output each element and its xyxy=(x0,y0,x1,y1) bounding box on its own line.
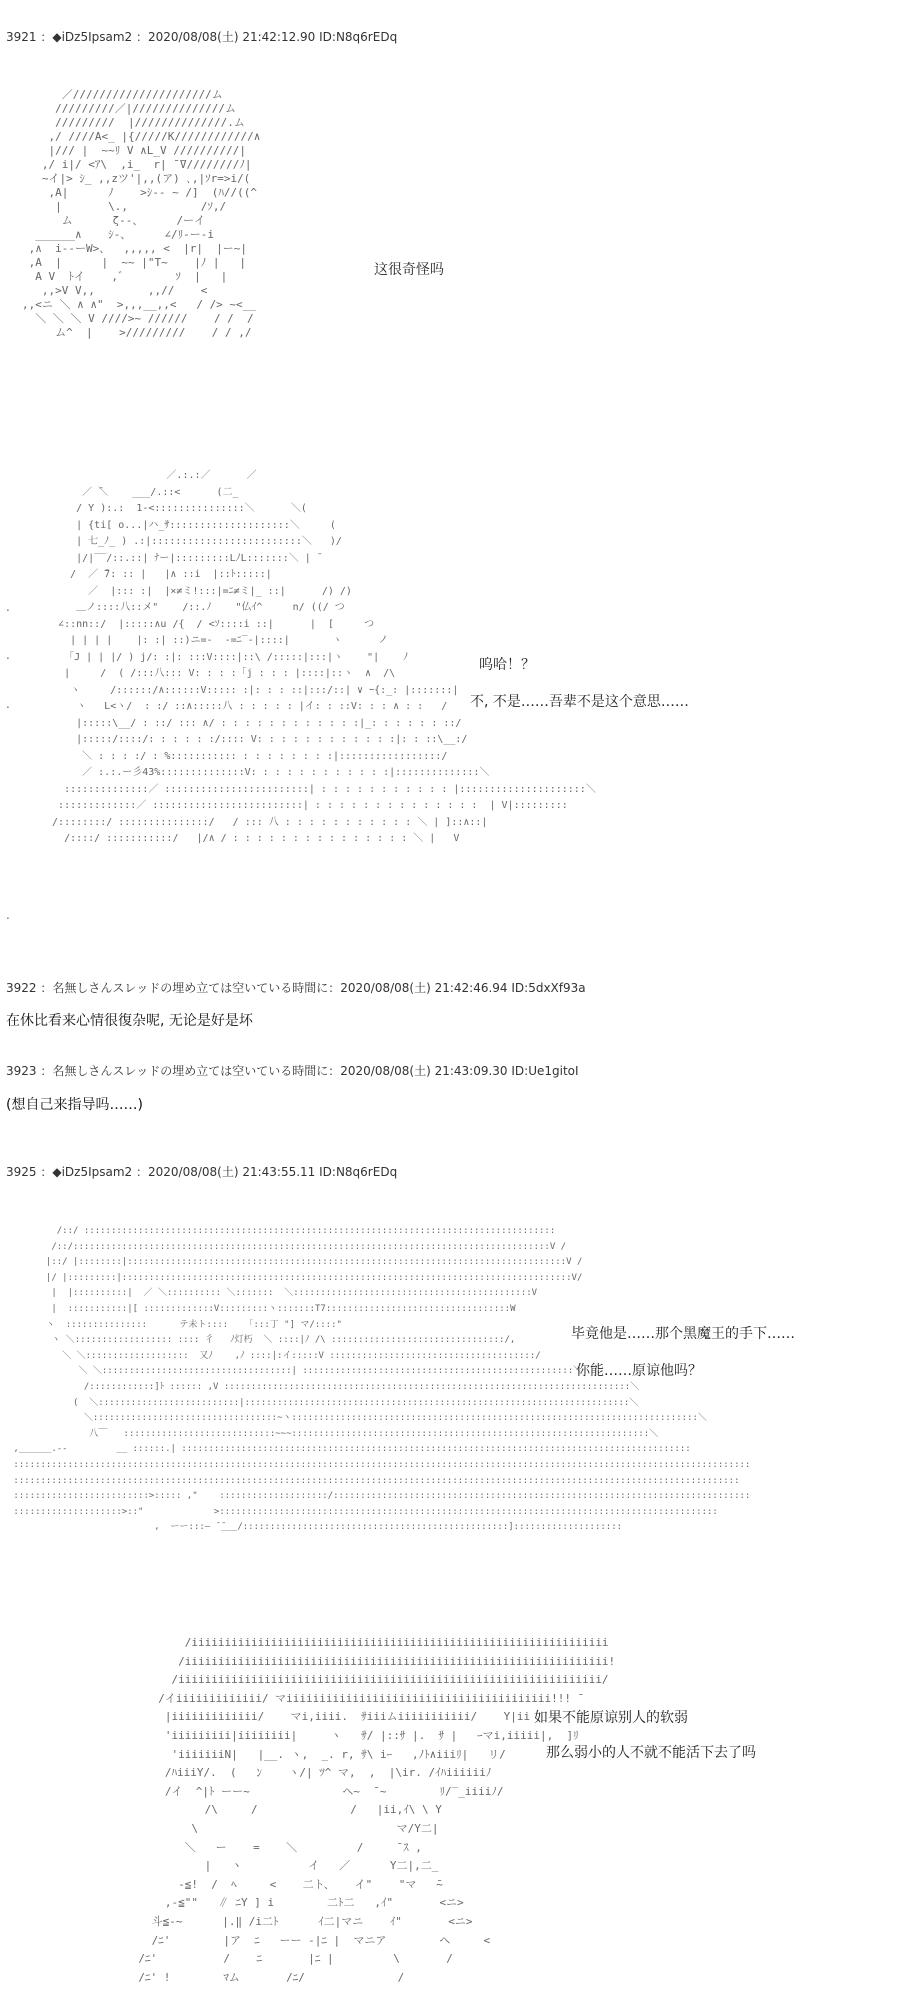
post-header: 3921 ：◆iDz5Ipsam2 ：2020/08/08(土) 21:42:12.90 ID:N8q6rEDq xyxy=(6,30,398,44)
dialogue-text: 毕竟他是……那个黑魔王的手下…… xyxy=(571,1326,795,1342)
dialogue-text: 呜哈！？ xyxy=(479,657,535,673)
post-body: 在休比看来心情很復杂呢, 无论是好是坏 xyxy=(6,1013,253,1029)
post-body: (想自己来指导吗……) xyxy=(6,1097,143,1113)
dot: . xyxy=(6,648,10,662)
ascii-art: ／/////////////////////ム /////////／|//////////////ム ///////// |//////////////.ム ,/ ////A<_ |{/////K////////////∧ |/// | ~~ﾘ V ∧L_V //////////| ,/ i|/ <ｱ\ ,i_ r| ̄ ̄V////////ﾉ| ~イ|> ｼ_ ,,zツ'|,,(ア) ､,|ｿr=>i/( ,A| ﾉ >ｼ-- ~ /] (ﾊ//((^ | \., /ｿ,/ ム ζ--、 /ーイ ______∧ ｼ-、 ∠/ﾘ-ー-i ,∧ i--ーW>、 ,,,,, < |r| |ー~| ,A | | ~~ |"T~ |ﾉ | | A V ﾄイ ,゛ ｿ | | ,,>V V,, ,,// < ,,<ニ ＼ ∧ ∧" >,,,__,,< / /> ~<__ ＼ ＼ ＼ V ////>~ ////// / / / ム^ | >///////// / / ,/ xyxy=(22,88,261,339)
ascii-art: /::/ ::::::::::::::::::::::::::::::::::::::::::::::::::::::::::::::::::::::::::::::::::::::: /::/::::::::::::::::::::::::::::::::::::::::::::::::::::::::::::::::::::::::::::::::::::::::V / |::/ |::::::::|:::::::::::::::::::::::::::::::::::::::::::::::::::::::::::::::::::::::::::::::::V / |/ |:::::::::|:::::::::::::::::::::::::::::::::::::::::::::::::::::::::::::::::::::::::::::::::::V/ | |::::::::::| ／ ＼:::::::::: ＼::::::: ＼::::::::::::::::::::::::::::::::::::::::::::V | :::::::::::|[ :::::::::::::V:::::::::ヽ:::::::T7::::::::::::::::::::::::::::::::::W ヽ ::::::::::::::: テ未ト:::: 「:::丁 "] マ/::::" ヽ ＼:::::::::::::::::: :::: 彳 ﾉ灯朽 ＼ ::::|ﾉ /\ ::::::::::::::::::::::::::::::::/, ＼ ＼::::::::::::::::::: 又ﾉ ,ﾉ ::::|:イ:::::V ::::::::::::::::::::::::::::::::::::::/ ＼ ＼:::::::::::::::::::::::::::::::::::| ::::::::::::::::::::::::::::::::::::::::::::::::::＼ /::::::::::::]ﾄ :::::: ,V :::::::::::::::::::::::::::::::::::::::::::::::::::::::::::::::::::::::::::＼ ( ＼::::::::::::::::::::::::::|:::::::::::::::::::::::::::::::::::::::::::::::::::::::::::::::::::::::＼ ＼::::::::::::::::::::::::::::::::::~ヽ:::::::::::::::::::::::::::::::::::::::::::::::::::::::::::::::::::::::::::＼ 八￣ ::::::::::::::::::::::::::::~~~::::::::::::::::::::::::::::::::::::::::::::::::::::::::::::::::::＼ ,______.-- __ ::::::.| :::::::::::::::::::::::::::::::::::::::::::::::::::::::::::::::::::::::::::::::::::::::::::::: :::::::::::::::::::::::::::::::::::::::::::::::::::::::::::::::::::::::::::::::::::::::::::::::::::::::::::::::::::::::::::::::::::::::: :::::::::::::::::::::::::::::::::::::::::::::::::::::::::::::::::::::::::::::::::::::::::::::::::::::::::::::::::::::::::::::::::::::: :::::::::::::::::::::::::>::::: ," ::::::::::::::::::::/::::::::::::::::::::::::::::::::::::::::::::::::::::::::::::::::::::::::::::: ::::::::::::::::::::>::" >:::::::::::::::::::::::::::::::::::::::::::::::::::::::::::::::::::::::::::::::::::::::::::: , ーー:::― ̄ ̄___/:::::::::::::::::::::::::::::::::::::::::::::::::]:::::::::::::::::::: xyxy=(13,1226,751,1533)
dot: . xyxy=(6,697,10,711)
post-header: 3922 ：名無しさんスレッドの埋め立ては空いている時間に：2020/08/08(土) 21:42:46.94 ID:5dxXf93a xyxy=(6,981,586,995)
dialogue-text: 这很奇怪吗 xyxy=(374,262,444,278)
dialogue-text: 不, 不是……吾辈不是这个意思…… xyxy=(470,694,689,710)
ascii-art: ／.:.:／ ／ ／ ̄＼ ___/.::< (二_ / Y ):.: 1-<:::::::::::::::＼ ＼( | {ti[ o...|ハ_ｻ::::::::::::::::::::＼ ( | 七_ﾉ_ ) .:|:::::::::::::::::::::::::＼ )/ |/|‾‾/::.::| ﾅー|:::::::::LﾉL:::::::＼ | ̄ / ／ ̄7: :: | |∧ ::i |::ﾄ:::::| ／ |::: :| |×≠ミ!:::|=ﾆ≠ミ|_ ::| /) /) ＿ノ::::八::メ" /::.ﾉ "仏ｲ^ n/ ((/ つ ∠::nn::/ |:::::∧u /{ / <ｿ::::i ::| | [ つ | | | | |: :| ::)ニ=- -=ﾆ‾-|::::| ヽ ノ 「J | | |/ ) j/: :|: :::V::::|::\ /:::::|:::|ヽ "| ﾉ | / ( /:::八::: V: : : :「j : : : |::::|::ヽ ∧ /\ ヽ /::::::/∧::::::V::::: :|: : : ::|:::/::| ∨ ｰ{:_: |:::::::| ヽ L<ヽ/ : :/ ::∧:::::八 : : : : : |イ: : ::V: : : ∧ : : / |:::::\__/ : ::/ ::: ∧/ : : : : : : : : : : : :|_: : : : : : ::/ |:::::/::::/: : : : : :/:::: V: : : : : : : : : : : :|: : ::\__:/ ＼ : : : :/ : %::::::::::: : : : : : : : :|:::::::::::::::::/ ／ :.:.ー彡43%::::::::::::::V: : : : : : : : : : : :|::::::::::::::＼ ::::::::::::::／ ::::::::::::::::::::::::| : : : : : : : : : : : |:::::::::::::::::::::＼ :::::::::::::／ :::::::::::::::::::::::::| : : : : : : : : : : : : : : | V|::::::::: /::::::::/ :::::::::::::::/ / ::: 八 : : : : : : : : : : : ＼ | ]::∧::| /::::/ :::::::::::/ |/∧ / : : : : : : : : : : : : : : : ＼ | V xyxy=(52,470,596,844)
ascii-art: /iiiiiiiiiiiiiiiiiiiiiiiiiiiiiiiiiiiiiiiiiiiiiiiiiiiiiiiiiiiiiii /iiiiiiiiiiiiiiiiiiiiiiiiiiiiiiiiiiiiiiiiiiiiiiiiiiiiiiiiiiiiiiii! /iiiiiiiiiiiiiiiiiiiiiiiiiiiiiiiiiiiiiiiiiiiiiiiiiiiiiiiiiiiiiiii/ /イiiiiiiiiiiiii/ マiiiiiiiiiiiiiiiiiiiiiiiiiiiiiiiiiiiiiiii!!! ̄ |iiiiiiiiiiiii/ マi,iiii. ｻiiiムiiiiiiiiiii/ Y|ii 'iiiiiiiii|iiiiiiii| ヽ ｻ/ |::ｻ |. ｻ | ｰマi,iiiii|, ]ﾘ 'iiiiiiiN| |__. ヽ, _. r, ｻ\ iｰ ,ﾉﾄ∧iiiﾘ| リ/ /ﾊiiiY/. ( ﾝ ヽ/| ﾂ^ マ, , |\ir. /ｲﾊiiiiiiﾉ /イ ^|ﾄ ーー~ ヘ~ ̄ ~ ﾘ/‾_iiiiﾉ/ /\ / / |ii,ｲ\ \ Y \ マ/Y二| ＼ ー = ＼ / ̄ ｽ , | ヽ イ ／ Y二|,二_ -≦! / ﾍ < 二ト、 イ" "マ ̄~ ,-≦"" ∥ ﾆY ] i 二ﾄ二 ,ｲ" <ニ> 斗≦-~ |.‖ /i二ﾄ ｲ二|マニ ｲ" <ニ> /ﾆ' |ア ﾆ ーー -|ﾆ | マニア ヘ < /ﾆ' / ﾆ |ﾆ | \ / /ﾆ' ! ﾏム /ﾆ/ / xyxy=(138,1636,616,1984)
dot: . xyxy=(6,908,10,922)
dialogue-text: 那么弱小的人不就不能活下去了吗 xyxy=(546,1745,756,1761)
dialogue-text: 如果不能原谅别人的软弱 xyxy=(534,1710,688,1726)
dot: . xyxy=(6,600,10,614)
post-header: 3923 ：名無しさんスレッドの埋め立ては空いている時間に：2020/08/08(土) 21:43:09.30 ID:Ue1gitoI xyxy=(6,1064,579,1078)
dialogue-text: 你能……原谅他吗？ xyxy=(576,1363,702,1379)
post-header: 3925 ：◆iDz5Ipsam2 ：2020/08/08(土) 21:43:55.11 ID:N8q6rEDq xyxy=(6,1165,398,1179)
